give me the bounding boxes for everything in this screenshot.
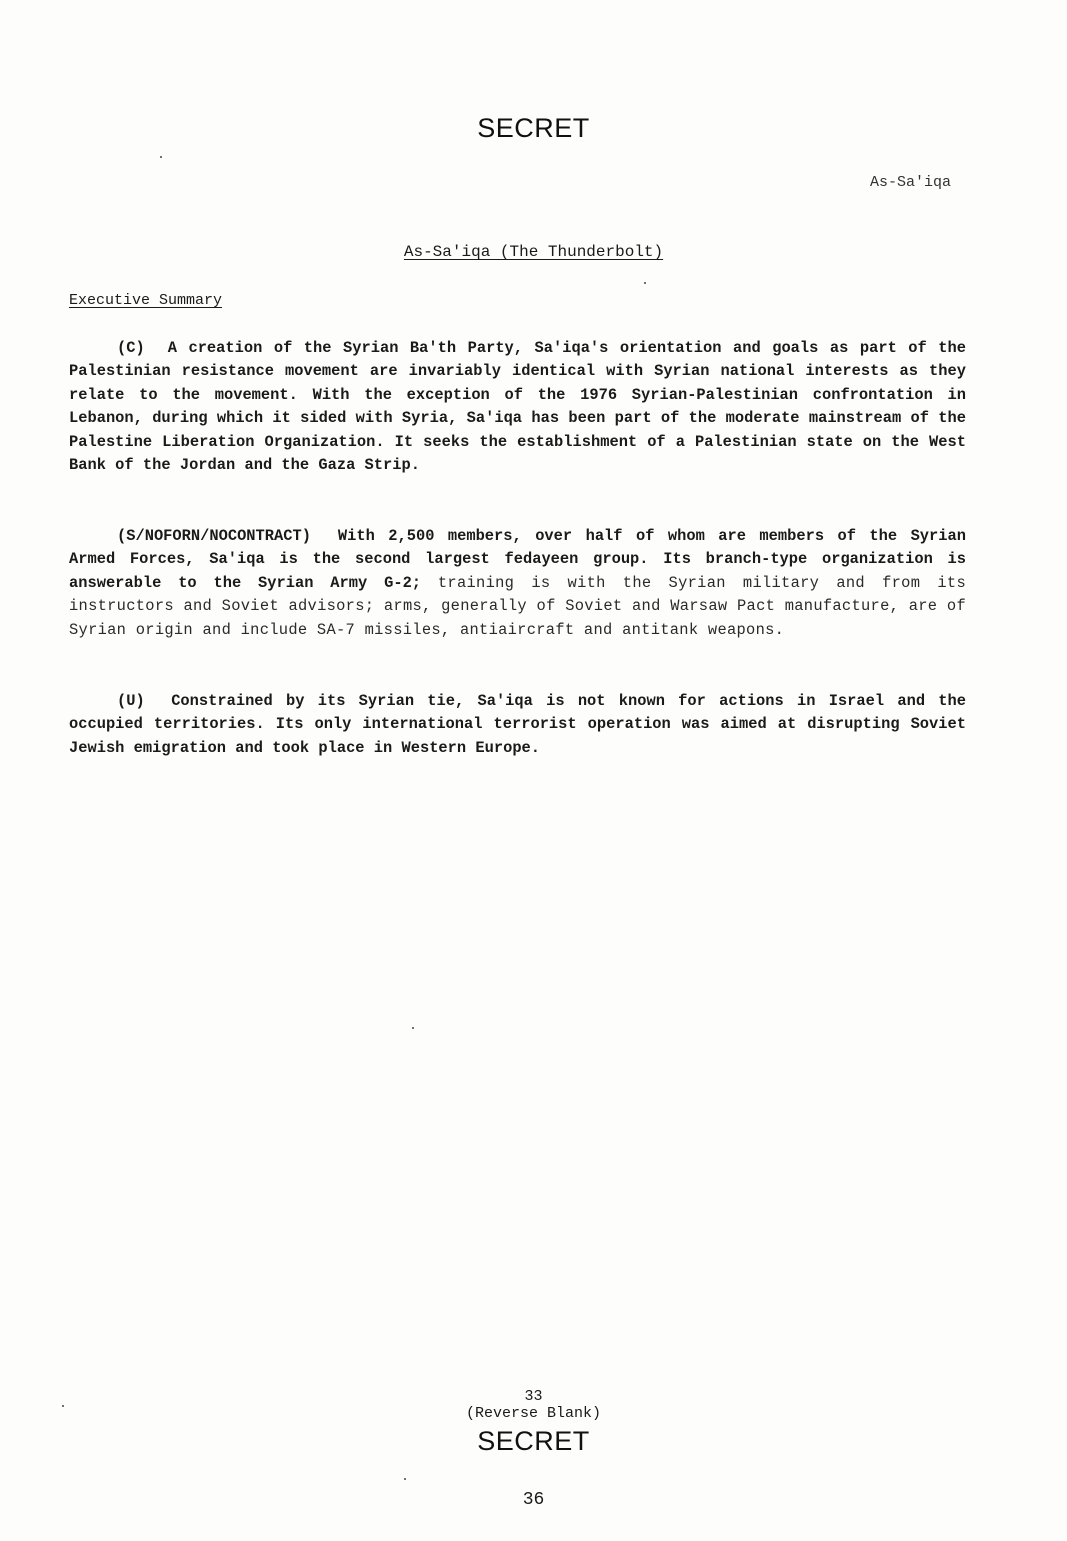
document-title-text: As-Sa'iqa (The Thunderbolt): [403, 243, 664, 261]
section-heading: Executive Summary: [69, 292, 223, 309]
paragraph-2-lead: With 2,500 members, over half of whom are members of the Syrian Armed Forces, Sa'iqa is the second largest fedayeen group. Its branch-type organization is answerable to the Syrian Army G-2;: [69, 527, 966, 592]
paragraph-3-text: Constrained by its Syrian tie, Sa'iqa is not known for actions in Israel and the occupied territories. Its only international terrorist operation was aimed at disrupting Soviet Jewish emigration and took place in Western Europe.: [69, 692, 966, 757]
paragraph-2: [69, 525, 966, 642]
running-head: As-Sa'iqa: [869, 174, 951, 191]
scan-speck: [62, 1405, 64, 1407]
classification-header: SECRET: [477, 113, 590, 143]
scan-speck: [404, 1478, 406, 1480]
paragraph-1-marking: (C): [117, 339, 145, 357]
paragraph-3-marking: (U): [117, 692, 145, 710]
classification-footer: SECRET: [477, 1426, 590, 1456]
document-title: [0, 243, 1067, 261]
scan-speck: [160, 156, 162, 158]
paragraph-2-marking: (S/NOFORN/NOCONTRACT): [117, 527, 311, 545]
scan-speck: [644, 282, 646, 284]
reverse-blank-note: (Reverse Blank): [465, 1405, 602, 1422]
sheet-number: 36: [522, 1490, 545, 1510]
scan-speck: [412, 1027, 414, 1029]
paragraph-3: [69, 690, 966, 760]
page-number: 33: [524, 1388, 543, 1405]
page-number-block: [0, 1388, 1067, 1422]
paragraph-2-tail: training is with the Syrian military and from its instructors and Soviet advisors; arms, generally of Soviet and Warsaw Pact manufacture, are of Syrian origin and include SA-7 missiles, antiaircraft and antitank weapons.: [69, 573, 966, 639]
paragraph-1-text: A creation of the Syrian Ba'th Party, Sa'iqa's orientation and goals as part of the Palestinian resistance movement are invariably identical with Syrian national interests as they relate to the movement. With the exception of the 1976 Syrian-Palestinian confrontation in Lebanon, during which it sided with Syria, Sa'iqa has been part of the moderate mainstream of the Palestine Liberation Organization. It seeks the establishment of a Palestinian state on the West Bank of the Jordan and the Gaza Strip.: [69, 339, 966, 475]
paragraph-1: [69, 337, 966, 477]
